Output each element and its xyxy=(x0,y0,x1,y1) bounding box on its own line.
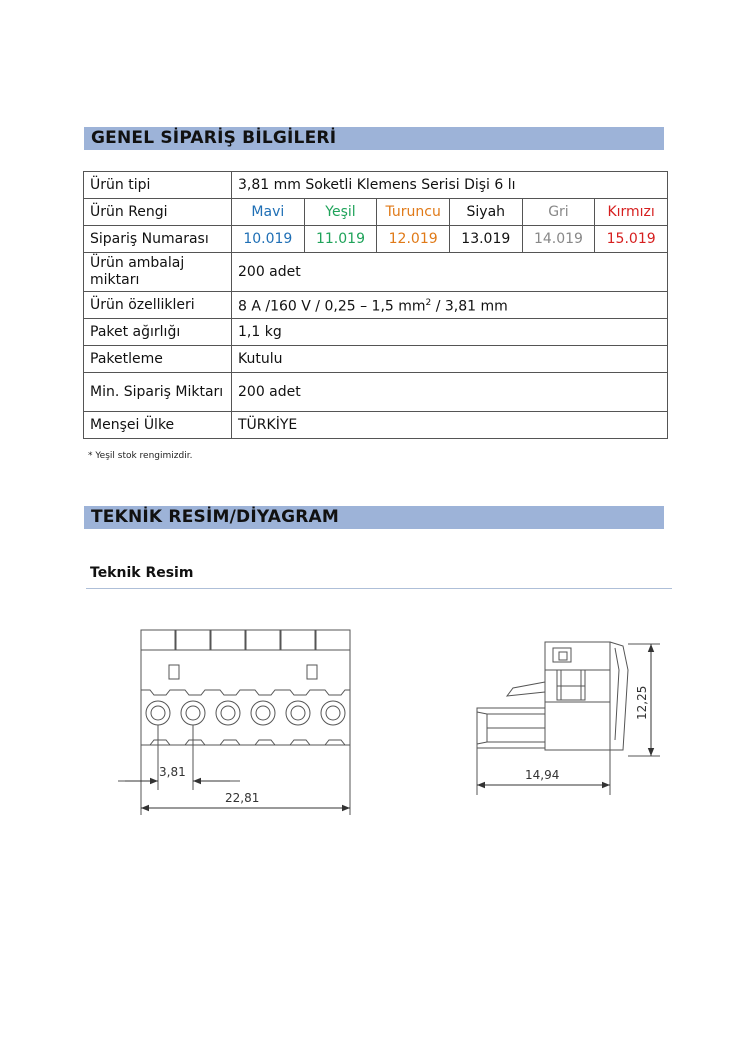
dim-height-label: 12,25 xyxy=(635,685,649,720)
value-ozellikler: 8 A /160 V / 0,25 – 1,5 $mm^2 / 3,81$ mm xyxy=(232,292,668,319)
label-urun-rengi: Ürün Rengi xyxy=(84,199,232,226)
order-number-mavi: 10.019 xyxy=(232,226,305,253)
order-number-turuncu: 12.019 xyxy=(377,226,450,253)
color-turuncu: Turuncu xyxy=(377,199,450,226)
label-paketleme: Paketleme xyxy=(84,346,232,373)
value-urun-tipi: 3,81 mm Soketli Klemens Serisi Dişi 6 lı xyxy=(232,172,668,199)
color-siyah: Siyah xyxy=(449,199,522,226)
side-view-drawing xyxy=(465,630,675,810)
value-mensei: TÜRKİYE xyxy=(232,412,668,439)
value-agirlik: 1,1 kg xyxy=(232,319,668,346)
label-urun-tipi: Ürün tipi xyxy=(84,172,232,199)
label-siparis-numarasi: Sipariş Numarası xyxy=(84,226,232,253)
stock-color-note: * Yeşil stok rengimizdir. xyxy=(88,451,193,461)
table-row xyxy=(84,373,668,412)
order-info-table xyxy=(83,171,668,439)
section-header-genel: GENEL SİPARİŞ BİLGİLERİ xyxy=(84,127,664,150)
color-mavi: Mavi xyxy=(232,199,305,226)
table-row xyxy=(84,172,668,199)
value-paketleme: Kutulu xyxy=(232,346,668,373)
table-row xyxy=(84,199,668,226)
table-row xyxy=(84,292,668,319)
section-header-teknik: TEKNİK RESİM/DİYAGRAM xyxy=(84,506,664,529)
table-row xyxy=(84,412,668,439)
value-ambalaj: 200 adet xyxy=(232,253,668,292)
order-number-gri: 14.019 xyxy=(522,226,595,253)
label-ozellikler: Ürün özellikleri xyxy=(84,292,232,319)
table-row xyxy=(84,253,668,292)
label-mensei: Menşei Ülke xyxy=(84,412,232,439)
label-agirlik: Paket ağırlığı xyxy=(84,319,232,346)
order-number-yesil: 11.019 xyxy=(304,226,377,253)
dim-width-label: 22,81 xyxy=(225,791,260,805)
subsection-divider xyxy=(86,588,672,589)
label-min-siparis: Min. Sipariş Miktarı xyxy=(84,373,232,412)
label-ambalaj: Ürün ambalaj miktarı xyxy=(84,253,232,292)
order-number-siyah: 13.019 xyxy=(449,226,522,253)
color-kirmizi: Kırmızı xyxy=(595,199,668,226)
value-min-siparis: 200 adet xyxy=(232,373,668,412)
table-row xyxy=(84,346,668,373)
color-yesil: Yeşil xyxy=(304,199,377,226)
subsection-title: Teknik Resim xyxy=(90,565,194,581)
dim-pitch-label: 3,81 xyxy=(159,765,186,779)
front-view-drawing xyxy=(100,615,380,825)
table-row xyxy=(84,226,668,253)
table-row xyxy=(84,319,668,346)
dim-depth-label: 14,94 xyxy=(525,768,560,782)
order-number-kirmizi: 15.019 xyxy=(595,226,668,253)
color-gri: Gri xyxy=(522,199,595,226)
